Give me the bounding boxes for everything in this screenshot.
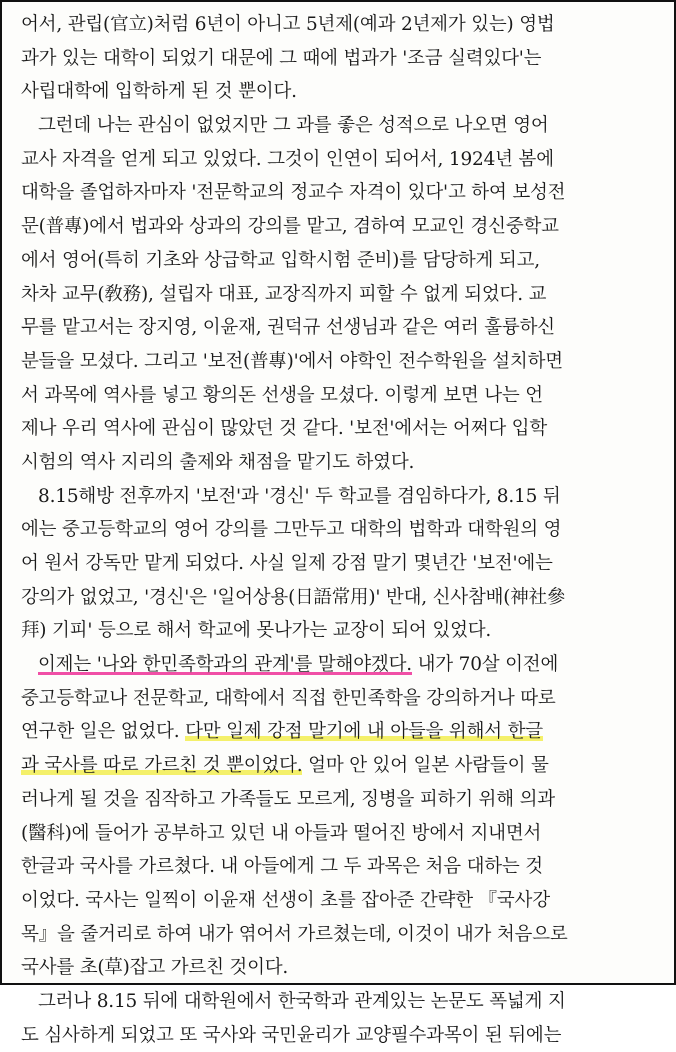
text-line: 도 심사하게 되었고 또 국사와 국민윤리가 교양필수과목이 된 뒤에는 — [21, 1024, 562, 1046]
text-line: 에서 영어(특히 기초와 상급학교 입학시험 준비)를 담당하게 되고, — [21, 249, 540, 271]
text-line: 강의가 없었고, '경신'은 '일어상용(日語常用)' 반대, 신사참배(神社參 — [21, 586, 566, 608]
text-line: 이었다. 국사는 일찍이 이윤재 선생이 초를 잡아준 간략한 『국사강 — [21, 889, 550, 911]
pink-underline-highlight: 이제는 '나와 한민족학과의 관계'를 말해야겠다. — [38, 654, 412, 676]
text-line: 무를 맡고서는 장지영, 이윤재, 권덕규 선생님과 같은 여러 훌륭하신 — [21, 317, 555, 339]
yellow-highlight: 과 국사를 따로 가르친 것 뿐이었다. — [21, 755, 303, 777]
text-line: 분들을 모셨다. 그리고 '보전(普專)'에서 야학인 전수학원을 설치하면 — [21, 350, 563, 372]
yellow-highlight: 다만 일제 강점 말기에 내 아들을 위해서 한글 — [185, 721, 543, 743]
text-line: 과가 있는 대학이 되었기 대문에 그 때에 법과가 '조금 실력있다'는 — [21, 47, 542, 69]
text-line: 차차 교무(敎務), 설립자 대표, 교장직까지 피할 수 없게 되었다. 교 — [21, 283, 547, 305]
text-line — [21, 749, 661, 783]
text-line: 중고등학교나 전문학교, 대학에서 직접 한민족학을 강의하거나 따로 — [21, 687, 556, 709]
text-line: 그러나 8.15 뒤에 대학원에서 한국학과 관계있는 논문도 폭넓게 지 — [38, 990, 566, 1012]
text-line: 제나 우리 역사에 관심이 많았던 것 같다. '보전'에서는 어쩌다 입학 — [21, 418, 548, 440]
text-line: 에는 중고등학교의 영어 강의를 그만두고 대학의 법학과 대학원의 영 — [21, 519, 562, 541]
text-line: 서 과목에 역사를 넣고 황의돈 선생을 모셨다. 이렇게 보면 나는 언 — [21, 384, 543, 406]
text-span: 연구한 일은 없었다. — [21, 721, 186, 743]
text-line: 문(普專)에서 법과와 상과의 강의를 맡고, 겸하여 모교인 경신중학교 — [21, 216, 559, 238]
text-span: 내가 70살 이전에 — [411, 654, 559, 676]
text-line: 러나게 될 것을 짐작하고 가족들도 모르게, 징병을 피하기 위해 의과 — [21, 788, 555, 810]
text-line: 목』을 줄거리로 하여 내가 엮어서 가르쳤는데, 이것이 내가 처음으로 — [21, 923, 568, 945]
text-line: 어 원서 강독만 맡게 되었다. 사실 일제 강점 말기 몇년간 '보전'에는 — [21, 553, 553, 574]
text-span: 얼마 안 있어 일본 사람들이 물 — [302, 755, 549, 777]
text-body — [21, 2, 661, 1052]
text-line — [21, 648, 661, 682]
text-line: 사립대학에 입학하게 된 것 뿐이다. — [21, 81, 297, 103]
text-line: 교사 자격을 얻게 되고 있었다. 그것이 인연이 되어서, 1924년 봄에 — [21, 148, 554, 170]
text-line: 시험의 역사 지리의 출제와 채점을 맡기도 하였다. — [21, 451, 415, 473]
text-line: 8.15해방 전후까지 '보전'과 '경신' 두 학교를 겸임하다가, 8.15 뒤 — [38, 485, 561, 507]
text-line: 한글과 국사를 가르쳤다. 내 아들에게 그 두 과목은 처음 대하는 것 — [21, 856, 543, 878]
text-line: 대학을 졸업하자마자 '전문학교의 정교수 자격이 있다'고 하여 보성전 — [21, 182, 566, 204]
text-line: 拜) 기피' 등으로 해서 학교에 못나가는 교장이 되어 있었다. — [21, 620, 492, 642]
text-line: (醫科)에 들어가 공부하고 있던 내 아들과 떨어진 방에서 지내면서 — [21, 822, 542, 844]
text-line: 그런데 나는 관심이 없었지만 그 과를 좋은 성적으로 나오면 영어 — [38, 115, 549, 137]
text-line — [21, 715, 661, 749]
text-line: 국사를 초(草)잡고 가르친 것이다. — [21, 957, 289, 979]
text-line: 어서, 관립(官立)처럼 6년이 아니고 5년제(예과 2년제가 있는) 영법 — [21, 14, 555, 35]
